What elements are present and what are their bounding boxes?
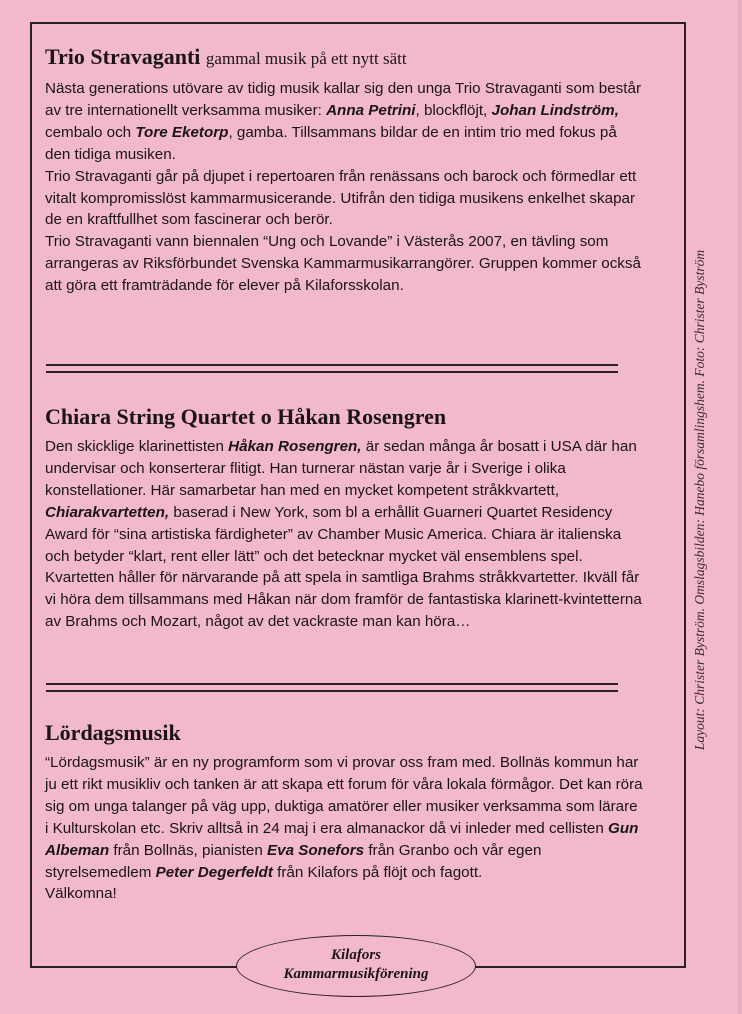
logo-line-1: Kilafors <box>330 947 381 963</box>
musician-name: Tore Eketorp <box>135 123 229 141</box>
section-body <box>45 436 645 633</box>
vertical-credit-text: Layout: Christer Byström. Omslagsbilden: Hanebo församlingshem. Foto: Christer Byström <box>692 249 707 751</box>
musician-name: Eva Sonefors <box>267 841 365 859</box>
page-edge <box>738 0 742 1014</box>
musician-name: Gun Albeman <box>45 819 639 859</box>
section-chiara-quartet <box>45 404 645 633</box>
section-heading <box>45 44 645 72</box>
musician-name: Håkan Rosengren, <box>228 438 362 455</box>
heading-subtitle: gammal musik på ett nytt sätt <box>205 49 407 68</box>
section-heading: Lördagsmusik <box>45 720 181 745</box>
closing-line: Välkomna! <box>45 885 117 903</box>
paragraph: Den skicklige klarinettisten Håkan Rosengren, är sedan många år bosatt i USA där han undervisar och konserterar flitigt. Han turnerar nästan varje år i Sverige i olika konstellationer. Här samarbetar han med en mycket kompetent stråkkvartett, Chiarakvartetten, baserad i New York, som bl a erhållit Guarneri Quartet Residency Award för “sina artistiska färdigheter” av Chamber Music America. Chiara är italienska och betyder “klart, rent eller lätt” och det betecknar mycket väl ensemblens spel. Kvartetten håller för närvarande på att spela in samtliga Brahms stråkkvartetter. Ikväll får vi höra dem tillsammans med Håkan när dom framför de fantastiska klarinett-kvintetterna av Brahms och Mozart, något av det vackraste man kan höra… <box>45 438 642 631</box>
section-trio-stravaganti <box>45 44 645 297</box>
section-lordagsmusik <box>45 720 645 905</box>
logo-line-2: Kammarmusikförening <box>283 966 429 982</box>
section-heading: Chiara String Quartet o Håkan Rosengren <box>45 404 447 429</box>
paragraph: Trio Stravaganti vann biennalen “Ung och Lovande” i Västerås 2007, en tävling som arrangeras av Riksförbundet Svenska Kammarmusikarrangörer. Gruppen kommer också att göra ett framträdande för elever på Kilaforsskolan. <box>45 233 641 295</box>
heading-title: Trio Stravaganti <box>45 44 201 69</box>
paragraph: “Lördagsmusik” är en ny programform som vi provar oss fram med. Bollnäs kommun har ju ett rikt musikliv och tanken är att skapa ett forum för våra lokala förmågor. Det kan röra sig om unga talanger på väg upp, duktiga amatörer eller musiker verksamma som lärare i Kulturskolan etc. Skriv alltså in 24 maj i era almanackor då vi inleder med cellisten Gun Albeman från Bollnäs, pianisten Eva Sonefors från Granbo och vår egen styrelsemedlem Peter Degerfeldt från Kilafors på flöjt och fagott. <box>45 754 643 881</box>
paragraph: Trio Stravaganti går på djupet i repertoaren från renässans och barock och förmedlar ett vitalt kompromisslöst kammarmusicerande. Utifrån den tidiga musikens enkelhet skapar de en kraftfullhet som fascinerar och berör. <box>45 167 637 229</box>
section-divider <box>46 683 618 692</box>
ensemble-name: Chiarakvartetten, <box>45 503 170 521</box>
section-divider <box>46 364 618 373</box>
musician-name: Johan Lindström, <box>491 101 619 119</box>
musician-name: Peter Degerfeldt <box>155 863 273 881</box>
paragraph: Nästa generations utövare av tidig musik kallar sig den unga Trio Stravaganti som består av tre internationellt verksamma musiker: Anna Petrini, blockflöjt, Johan Lindström, cembalo och Tore Eketorp, gamba. Tillsammans bildar de en intim trio med fokus på den tidiga musiken. <box>45 80 641 163</box>
organization-logo-oval <box>236 935 476 997</box>
section-body <box>45 78 645 297</box>
musician-name: Anna Petrini <box>326 101 416 119</box>
section-body <box>45 752 645 905</box>
